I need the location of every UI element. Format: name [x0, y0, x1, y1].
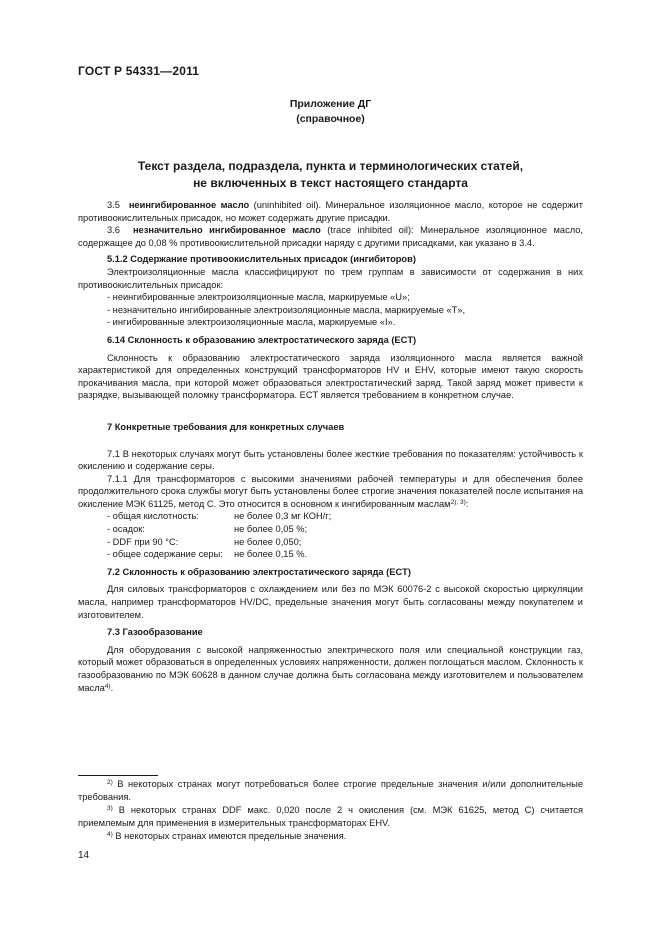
paragraph-7-2: Для силовых трансформаторов с охлаждением или без по МЭК 60076-2 с высокой скоростью циркуляции масла, например трансформаторов HV/DC, предельные значения могут быть согласованы между покупателем и изготовителем.: [78, 584, 583, 620]
standard-number: ГОСТ Р 54331—2011: [78, 64, 200, 78]
footnote-separator: [78, 775, 158, 776]
section-title: [78, 158, 583, 192]
heading-5-1-2: 5.1.2 Содержание противоокислительных присадок (ингибиторов): [107, 254, 416, 265]
clause-3-5: 3.5 неингибированное масло (uninhibited oil). Минеральное изоляционное масло, которое не содержит противоокислительных присадок, но может содержать другие присадки.: [78, 200, 583, 223]
footnote-mark: 4): [107, 831, 113, 839]
heading-7-3: 7.3 Газообразование: [107, 627, 203, 638]
title-line-2: не включенных в текст настоящего стандарта: [193, 176, 468, 190]
heading-6-14: 6.14 Склонность к образованию электростатического заряда (ECT): [107, 334, 417, 345]
footnote-ref[interactable]: 2), 3): [450, 498, 466, 506]
list-item: - ингибированные электроизоляционные масла, маркируемые «I».: [107, 317, 396, 328]
footnote-mark: 2): [107, 779, 113, 786]
footnote-ref[interactable]: 4): [104, 682, 111, 690]
footnote: $^{4)}$ В некоторых странах имеются предельные значения.: [107, 831, 347, 842]
list-item: - осадок: не более 0,05 %;: [107, 524, 308, 535]
list-item: - DDF при 90 °C: не более 0,050;: [107, 536, 302, 547]
paragraph-7-1-1: 7.1.1 Для трансформаторов с высокими значениями рабочей температуры и для обеспечения более продолжительного срока службы могут быть установлены более строгие значения показателей после испытания на окисление МЭК 61125, метод С. Это относится в основном к ингибированным маслам$^{2), 3)}$:: [78, 473, 583, 509]
title-line-1: Текст раздела, подраздела, пункта и терминологических статей,: [137, 159, 524, 173]
footnotes: [78, 778, 583, 844]
list-item: - общее содержание серы: не более 0,15 %.: [107, 549, 308, 560]
paragraph-7-1: 7.1 В некоторых случаях могут быть установлены более жесткие требования по показателям: устойчивость к окислению и содержание серы.: [78, 448, 583, 472]
document-body: [78, 199, 583, 694]
footnote: $^{3)}$ В некоторых странах DDF макс. 0,020 после 2 ч окисления (см. МЭК 61625, метод С) считается приемлемым для применения в измерительных трансформаторах EHV.: [78, 805, 583, 828]
list-item: - неингибированные электроизоляционные масла, маркируемые «U»;: [107, 292, 410, 303]
appendix-name: Приложение ДГ: [289, 98, 372, 110]
list-item: - общая кислотность: не более 0,3 мг КОН/г;: [107, 511, 332, 522]
appendix-header: [78, 97, 583, 127]
page-number: 14: [78, 850, 90, 861]
footnote: $^{2)}$ В некоторых странах могут потребоваться более строгие предельные значения и/или дополнительные требования.: [78, 779, 583, 802]
paragraph-7-3: Для оборудования с высокой напряженностью электрического поля или специальной конструкции газ, который может образоваться в определенных условиях напряженности, должен поглощаться маслом. Склонность к газообразованию по МЭК 60628 в данном случае должна быть согласована между изготовителем и пользователем масла$^{4)}$.: [78, 644, 583, 693]
term-3-5: неингибированное масло: [128, 200, 250, 210]
term-3-6: незначительно ингибированное масло: [132, 225, 321, 236]
paragraph-5-1-2: Электроизоляционные масла классифицируют по трем группам в зависимости от содержания в них противоокислительных присадок:: [78, 266, 583, 290]
heading-7: 7 Конкретные требования для конкретных случаев: [107, 421, 345, 432]
appendix-type: (справочное): [296, 113, 365, 125]
paragraph-6-14: Склонность к образованию электростатического заряда изоляционного масла является важной характеристикой для определенных конструкций трансформаторов HV и EHV, которые имеют такую скорость прокачивания масла, при которой может образоваться электростатический заряд. Такой заряд может привести к разрядке, вызывающей поломку трансформатора. ECT является требованием в конкретном случае.: [78, 352, 583, 401]
clause-3-6: 3.6 незначительно ингибированное масло (trace inhibited oil): Минеральное изоляционное масло, содержащее до 0,08 % противоокислительной присадки наряду с другими присадками, как указано в 3.4.: [78, 225, 584, 248]
footnote-mark: 3): [107, 805, 113, 813]
list-item: - незначительно ингибированные электроизоляционные масла, маркируемые «T»,: [107, 304, 466, 315]
heading-7-2: 7.2 Склонность к образованию электростатического заряда (ECT): [107, 566, 411, 577]
